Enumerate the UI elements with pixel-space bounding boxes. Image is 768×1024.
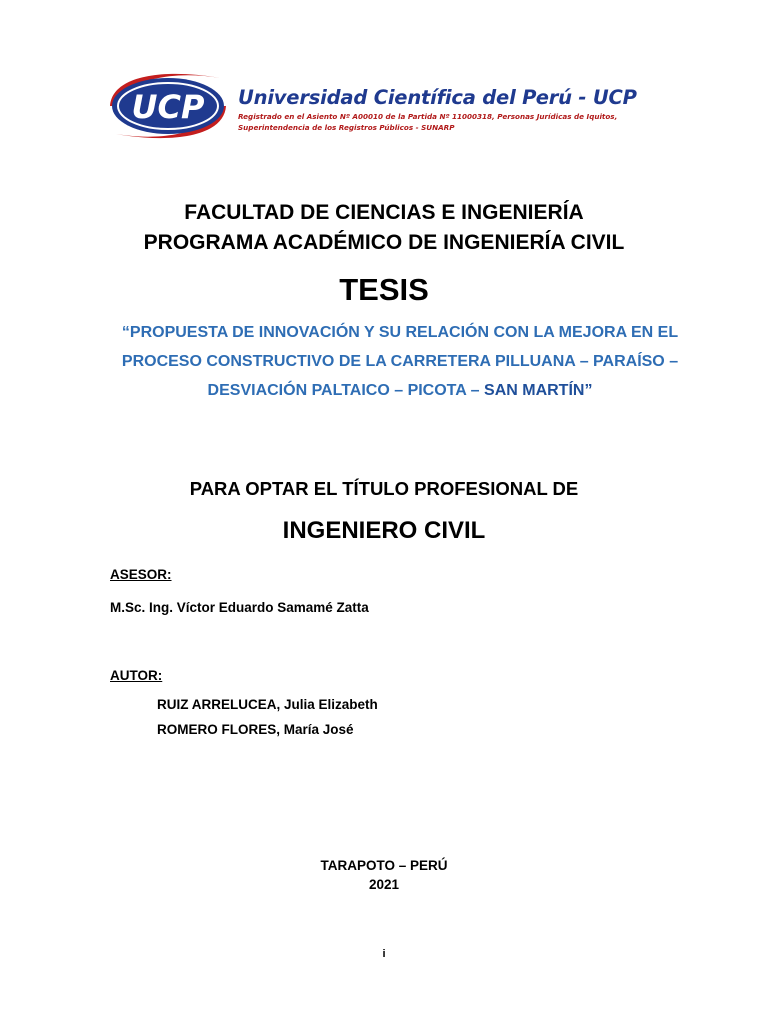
thesis-title-end: SAN MARTÍN” [484, 382, 593, 399]
place: TARAPOTO – PERÚ [320, 858, 448, 873]
logo-acronym: UCP [131, 88, 205, 126]
advisor-name: M.Sc. Ing. Víctor Eduardo Samamé Zatta [110, 600, 369, 615]
university-name: Universidad Científica del Perú - UCP [238, 86, 637, 109]
program-name: PROGRAMA ACADÉMICO DE INGENIERÍA CIVIL [143, 231, 625, 254]
faculty-name: FACULTAD DE CIENCIAS E INGENIERÍA [184, 201, 584, 224]
thesis-title [110, 318, 690, 405]
document-type: TESIS [339, 272, 429, 307]
degree-purpose: PARA OPTAR EL TÍTULO PROFESIONAL DE [189, 478, 579, 499]
author-1: RUIZ ARRELUCEA, Julia Elizabeth [157, 697, 378, 712]
faculty-heading [0, 198, 768, 258]
registration-line-1: Registrado en el Asiento Nº A00010 de la Partida Nº 11000318, Personas Jurídicas de Iquitos, [238, 112, 618, 121]
advisor-label: ASESOR: [110, 567, 172, 582]
year: 2021 [368, 877, 400, 892]
university-logo [102, 66, 662, 150]
ucp-emblem-icon [102, 66, 234, 146]
registration-line-2: Superintendencia de los Registros Públicos - SUNARP [238, 123, 455, 132]
page-number: i [382, 948, 386, 960]
degree-name: INGENIERO CIVIL [282, 517, 486, 544]
authors-label: AUTOR: [110, 668, 163, 683]
author-2: ROMERO FLORES, María José [157, 722, 354, 737]
place-and-year [0, 856, 768, 894]
thesis-title-main: “PROPUESTA DE INNOVACIÓN Y SU RELACIÓN CON LA MEJORA EN EL PROCESO CONSTRUCTIVO DE LA CARRETERA PILLUANA – PARAÍSO – DESVIACIÓN PALTAICO – PICOTA – [121, 324, 679, 399]
